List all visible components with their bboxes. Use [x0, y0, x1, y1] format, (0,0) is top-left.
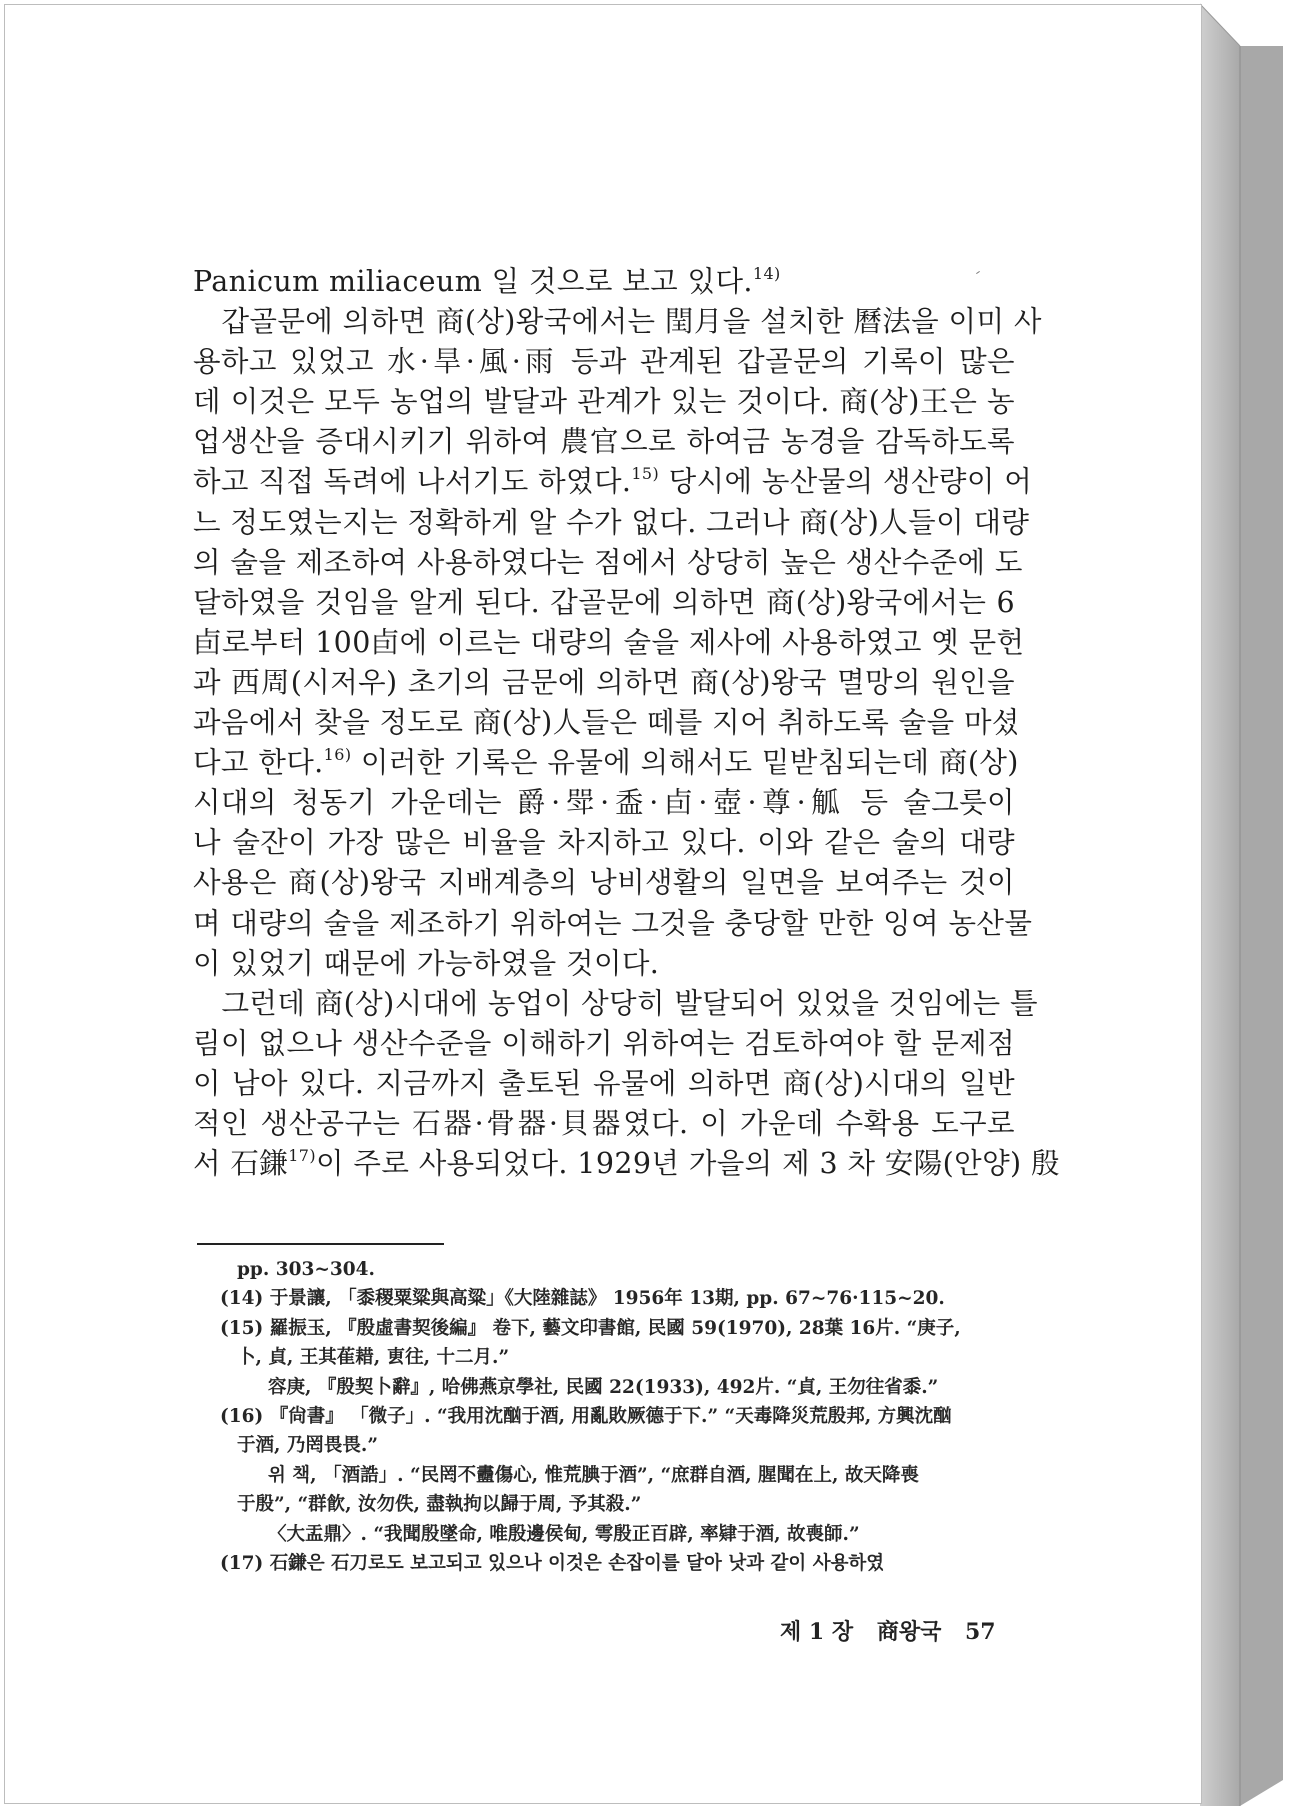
- chapter-title: 商왕국: [876, 1619, 942, 1645]
- chapter-label: 제 1 장: [780, 1619, 854, 1645]
- footnote-line: (14) 于景讓, 「黍稷粟粱與高粱」《大陸雜誌》 1956年 13期, pp. 67~76·115~20.: [220, 1288, 945, 1310]
- body-line: 과 西周(시저우) 초기의 금문에 의하면 商(상)왕국 멸망의 원인을: [193, 665, 1015, 699]
- body-line: 이 남아 있다. 지금까지 출토된 유물에 의하면 商(상)시대의 일반: [193, 1066, 1015, 1100]
- body-line: 의 술을 제조하여 사용하였다는 점에서 상당히 높은 생산수준에 도: [193, 545, 1023, 579]
- body-line: 과음에서 찾을 정도로 商(상)人들은 떼를 지어 취하도록 술을 마셨: [193, 706, 1020, 740]
- footnote-line: (16) 『尙書』 「微子」. “我用沈酗于酒, 用亂敗厥德于下.” “天毒降災荒殷邦, 方興沈酗: [220, 1406, 952, 1428]
- footnote-line: (15) 羅振玉, 『殷虛書契後編』 卷下, 藝文印書館, 民國 59(1970), 28葉 16片. “庚子,: [220, 1317, 961, 1339]
- footnote-line: 〈大盂鼎〉. “我聞殷墜命, 唯殷邊侯甸, 雩殷正百辟, 率肄于酒, 故喪師.”: [268, 1523, 860, 1545]
- body-line: 갑골문에 의하면 商(상)왕국에서는 閏月을 설치한 曆法을 이미 사: [221, 305, 1042, 339]
- page-number: 57: [965, 1619, 996, 1645]
- body-line: 용하고 있었고 水·旱·風·雨 등과 관계된 갑골문의 기록이 많은: [193, 345, 1015, 379]
- footnote-line: 容庚, 『殷契卜辭』, 哈佛燕京學社, 民國 22(1933), 492片. “貞, 王勿往省黍.”: [268, 1376, 939, 1398]
- body-line: 림이 없으나 생산수준을 이해하기 위하여는 검토하여야 할 문제점: [193, 1026, 1015, 1060]
- footnote-line: pp. 303~304.: [237, 1259, 375, 1280]
- body-line: 느 정도였는지는 정확하게 알 수가 없다. 그러나 商(상)人들이 대량: [193, 505, 1030, 539]
- footnote-rule: [197, 1243, 444, 1245]
- body-line: 그런데 商(상)시대에 농업이 상당히 발달되어 있었을 것임에는 틀: [221, 986, 1038, 1020]
- body-text: [193, 262, 1060, 1184]
- body-line: 卣로부터 100卣에 이르는 대량의 술을 제사에 사용하였고 옛 문헌: [193, 625, 1025, 659]
- body-line: 업생산을 증대시키기 위하여 農官으로 하여금 농경을 감독하도록: [193, 425, 1015, 459]
- page-footer: [780, 1615, 1012, 1646]
- footnote-line: (17) 石鎌은 石刀로도 보고되고 있으나 이것은 손잡이를 달아 낫과 같이 사용하였: [220, 1553, 885, 1575]
- footnote-ref: 17): [288, 1146, 317, 1166]
- body-line: 서 石鎌$^{17)}$이 주로 사용되었다. 1929년 가을의 제 3 차 安陽(안양) 殷: [193, 1146, 1060, 1181]
- footnote-line: 위 책, 「酒誥」. “民罔不衋傷心, 惟荒腆于酒”, “庶群自酒, 腥聞在上, 故天降喪: [268, 1464, 919, 1486]
- body-line: 적인 생산공구는 石器·骨器·貝器였다. 이 가운데 수확용 도구로: [193, 1106, 1015, 1140]
- body-line: 데 이것은 모두 농업의 발달과 관계가 있는 것이다. 商(상)王은 농: [193, 385, 1015, 419]
- body-line: 시대의 청동기 가운데는 爵·斝·盉·卣·壺·尊·觚 등 술그릇이: [193, 786, 1015, 820]
- body-line: 나 술잔이 가장 많은 비율을 차지하고 있다. 이와 같은 술의 대량: [193, 826, 1015, 860]
- footnote-line: 于殷”, “群飮, 汝勿佚, 盡執拘以歸于周, 予其殺.”: [237, 1494, 642, 1516]
- body-line: Panicum miliaceum 일 것으로 보고 있다.$^{14)}$: [193, 264, 781, 298]
- footnote-line: 卜, 貞, 王其萑耤, 叀往, 十二月.”: [237, 1347, 510, 1369]
- footnote-ref: 16): [323, 745, 352, 765]
- footnotes: [220, 1255, 1020, 1578]
- body-line: 며 대량의 술을 제조하기 위하여는 그것을 충당할 만한 잉여 농산물: [193, 906, 1033, 940]
- body-line: 달하였을 것임을 알게 된다. 갑골문에 의하면 商(상)왕국에서는 6: [193, 585, 1015, 619]
- footnote-line: 于酒, 乃罔畏畏.”: [237, 1435, 378, 1457]
- footnote-ref: 14): [752, 264, 781, 283]
- body-line: 하고 직접 독려에 나서기도 하였다.$^{15)}$ 당시에 농산물의 생산량이 어: [193, 464, 1033, 499]
- body-line: 다고 한다.$^{16)}$ 이러한 기록은 유물에 의해서도 밑받침되는데 商(상): [193, 745, 1019, 780]
- body-line: 사용은 商(상)왕국 지배계층의 낭비생활의 일면을 보여주는 것이: [193, 866, 1015, 900]
- body-line: 이 있었기 때문에 가능하였을 것이다.: [193, 946, 660, 980]
- footnote-ref: 15): [631, 464, 660, 484]
